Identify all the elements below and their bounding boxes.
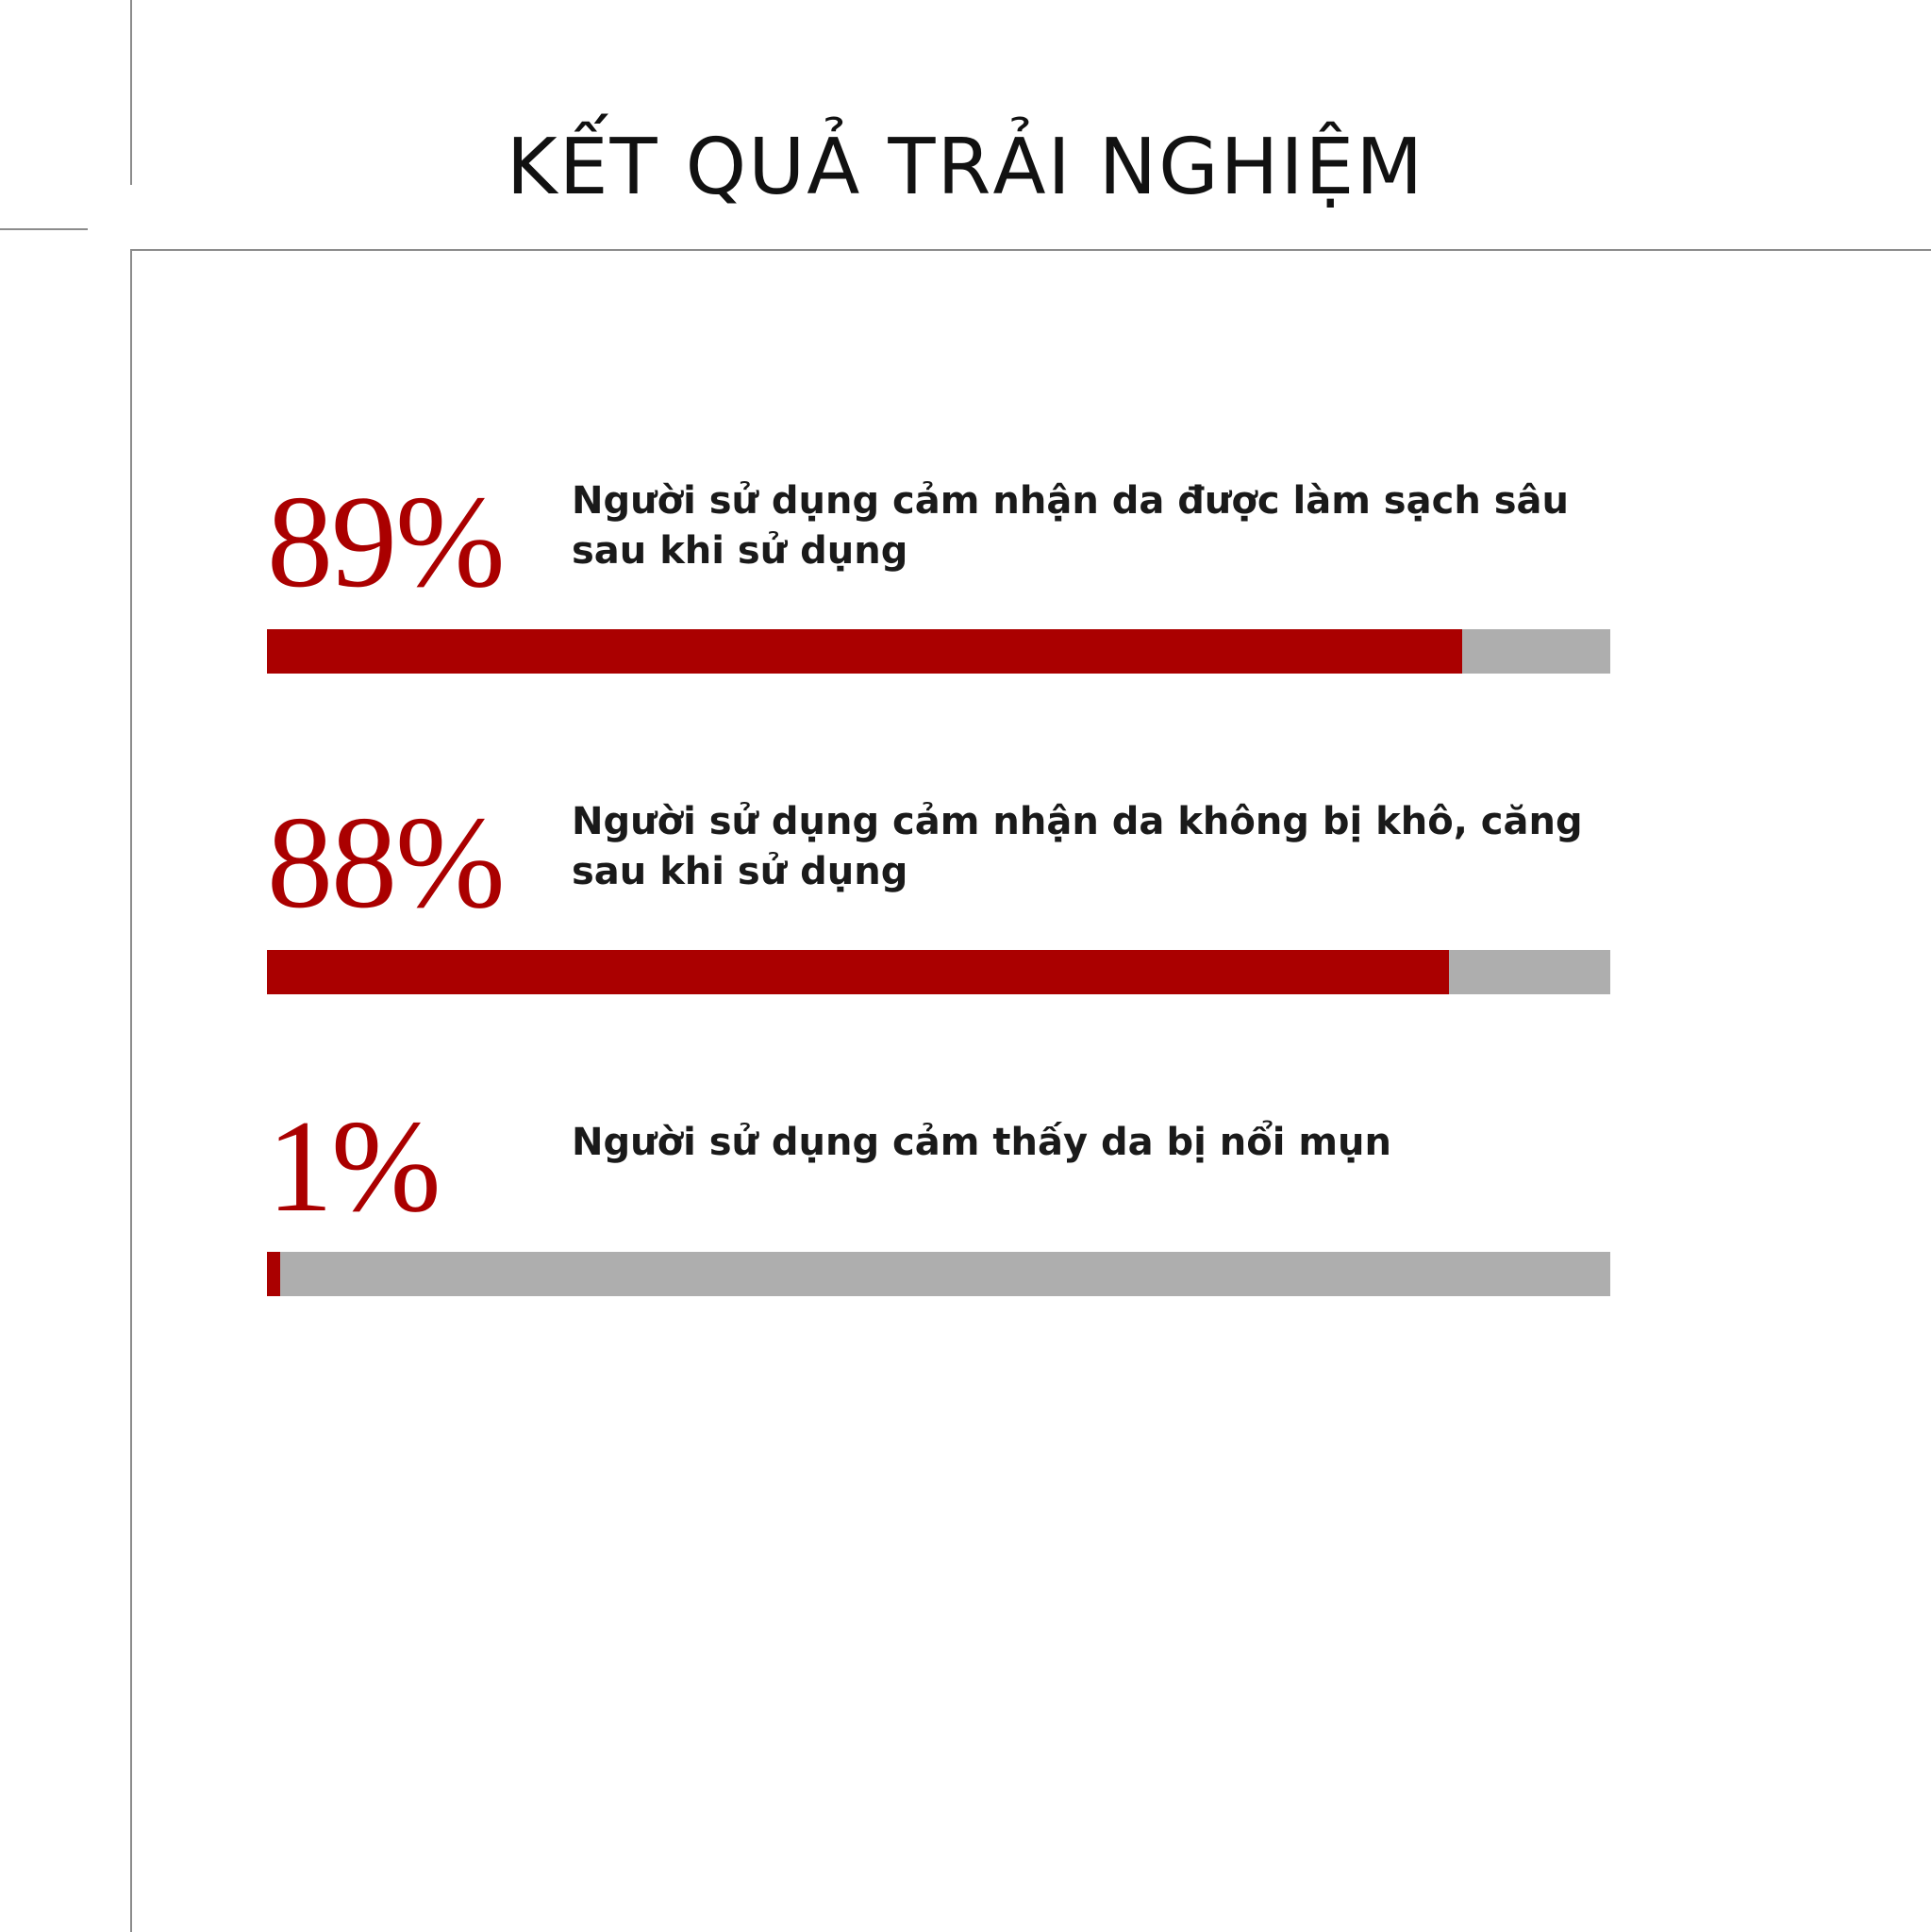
stat-description: Người sử dụng cảm thấy da bị nổi mụn	[572, 1121, 1392, 1164]
frame-vertical-line-main	[130, 249, 132, 1932]
frame-horizontal-line-short	[0, 228, 88, 230]
stat-description: Người sử dụng cảm nhận da được làm sạch sâu sau khi sử dụng	[572, 479, 1569, 573]
stat-description: Người sử dụng cảm nhận da không bị khô, căng sau khi sử dụng	[572, 800, 1583, 893]
frame-horizontal-line-main	[130, 249, 1931, 251]
stat-bar-fill	[267, 629, 1462, 674]
page-title: KẾT QUẢ TRẢI NGHIỆM	[506, 122, 1425, 212]
stat-percent-label: 1%	[267, 1093, 440, 1240]
stat-bar-track	[267, 950, 1610, 994]
stat-bar-track	[267, 629, 1610, 674]
stat-percent-label: 88%	[267, 790, 504, 936]
stat-bar-fill	[267, 1252, 280, 1296]
stat-bar-fill	[267, 950, 1449, 994]
stat-bar-track	[267, 1252, 1610, 1296]
stat-percent-label: 89%	[267, 469, 504, 615]
